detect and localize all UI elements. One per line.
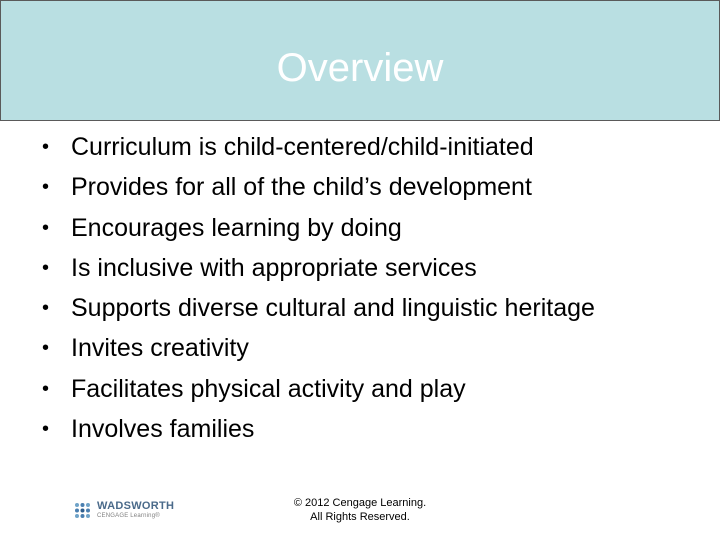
bullet-item: [42, 167, 595, 207]
slide-title: Overview: [276, 46, 444, 90]
bullet-item: [42, 369, 595, 409]
bullet-item: [42, 409, 595, 449]
bullet-text: Curriculum is child-centered/child-initiated: [71, 133, 534, 161]
bullet-item: [42, 127, 595, 167]
bullet-item: [42, 208, 595, 248]
bullet-text: Is inclusive with appropriate services: [71, 253, 477, 282]
bullet-text: Supports diverse cultural and linguistic heritage: [71, 294, 595, 323]
bullet-icon: •: [42, 337, 50, 360]
bullet-icon: •: [42, 136, 50, 158]
bullet-item: [42, 288, 595, 328]
bullet-list: [42, 127, 595, 449]
bullet-item: [42, 248, 595, 288]
wadsworth-logo-mark-icon: [73, 501, 92, 520]
copyright-notice: [240, 496, 480, 524]
bullet-icon: •: [42, 418, 50, 441]
bullet-text: Involves families: [71, 415, 255, 444]
bullet-text: Encourages learning by doing: [71, 213, 402, 242]
copyright-line: All Rights Reserved.: [310, 511, 410, 523]
bullet-icon: •: [42, 216, 50, 239]
bullet-item: [42, 328, 595, 368]
bullet-text: Invites creativity: [71, 334, 249, 363]
bullet-icon: •: [42, 297, 50, 320]
copyright-line: © 2012 Cengage Learning.: [293, 497, 427, 509]
logo-subtitle: CENGAGE Learning®: [97, 513, 160, 519]
bullet-text: Facilitates physical activity and play: [71, 374, 466, 403]
logo-wordmark: WADSWORTH: [97, 500, 175, 512]
bullet-icon: •: [42, 377, 50, 400]
wadsworth-logo: [73, 498, 173, 524]
bullet-icon: •: [42, 176, 50, 199]
bullet-text: Provides for all of the child’s development: [71, 173, 532, 202]
bullet-icon: •: [42, 256, 50, 279]
